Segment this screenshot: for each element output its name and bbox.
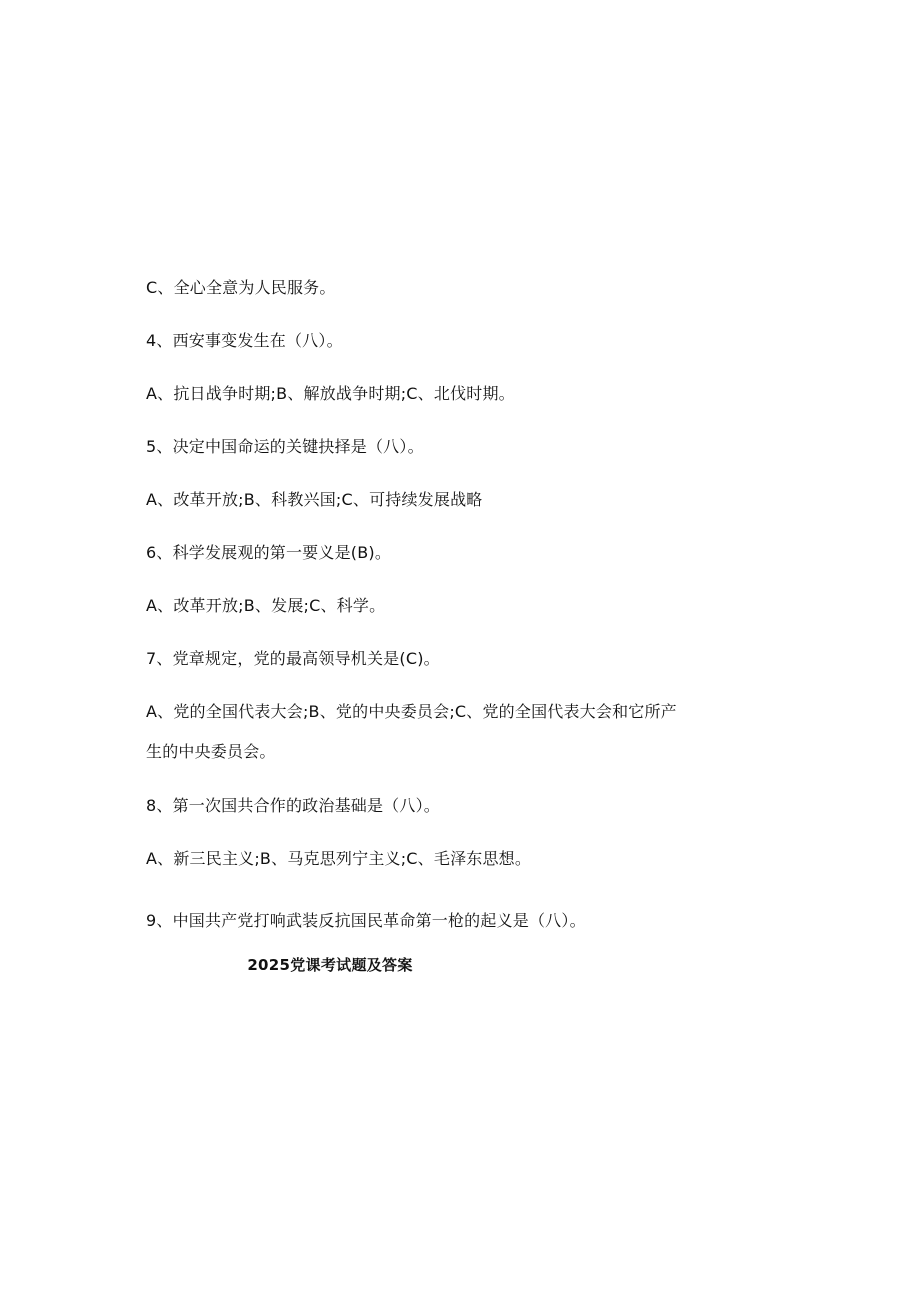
options-q8: A、新三民主义;B、马克思列宁主义;C、毛泽东思想。 <box>146 849 532 868</box>
options-q4: A、抗日战争时期;B、解放战争时期;C、北伐时期。 <box>146 384 515 403</box>
question-4: 4、西安事变发生在（八）。 <box>146 331 343 350</box>
options-q7-line1: A、党的全国代表大会;B、党的中央委员会;C、党的全国代表大会和它所产 <box>146 702 677 721</box>
options-q6: A、改革开放;B、发展;C、科学。 <box>146 596 386 615</box>
options-q7-line2: 生的中央委员会。 <box>146 742 276 761</box>
question-8: 8、第一次国共合作的政治基础是（八）。 <box>146 796 440 815</box>
question-9: 9、中国共产党打响武装反抗国民革命第一枪的起义是（八）。 <box>146 911 586 930</box>
document-footer-title: 2025党课考试题及答案 <box>247 956 413 974</box>
answer-line-q3-c: C、全心全意为人民服务。 <box>146 278 336 297</box>
question-7: 7、党章规定，党的最高领导机关是(C)。 <box>146 649 440 668</box>
options-q5: A、改革开放;B、科教兴国;C、可持续发展战略 <box>146 490 483 509</box>
question-5: 5、决定中国命运的关键抉择是（八）。 <box>146 437 424 456</box>
question-6: 6、科学发展观的第一要义是(B)。 <box>146 543 392 562</box>
